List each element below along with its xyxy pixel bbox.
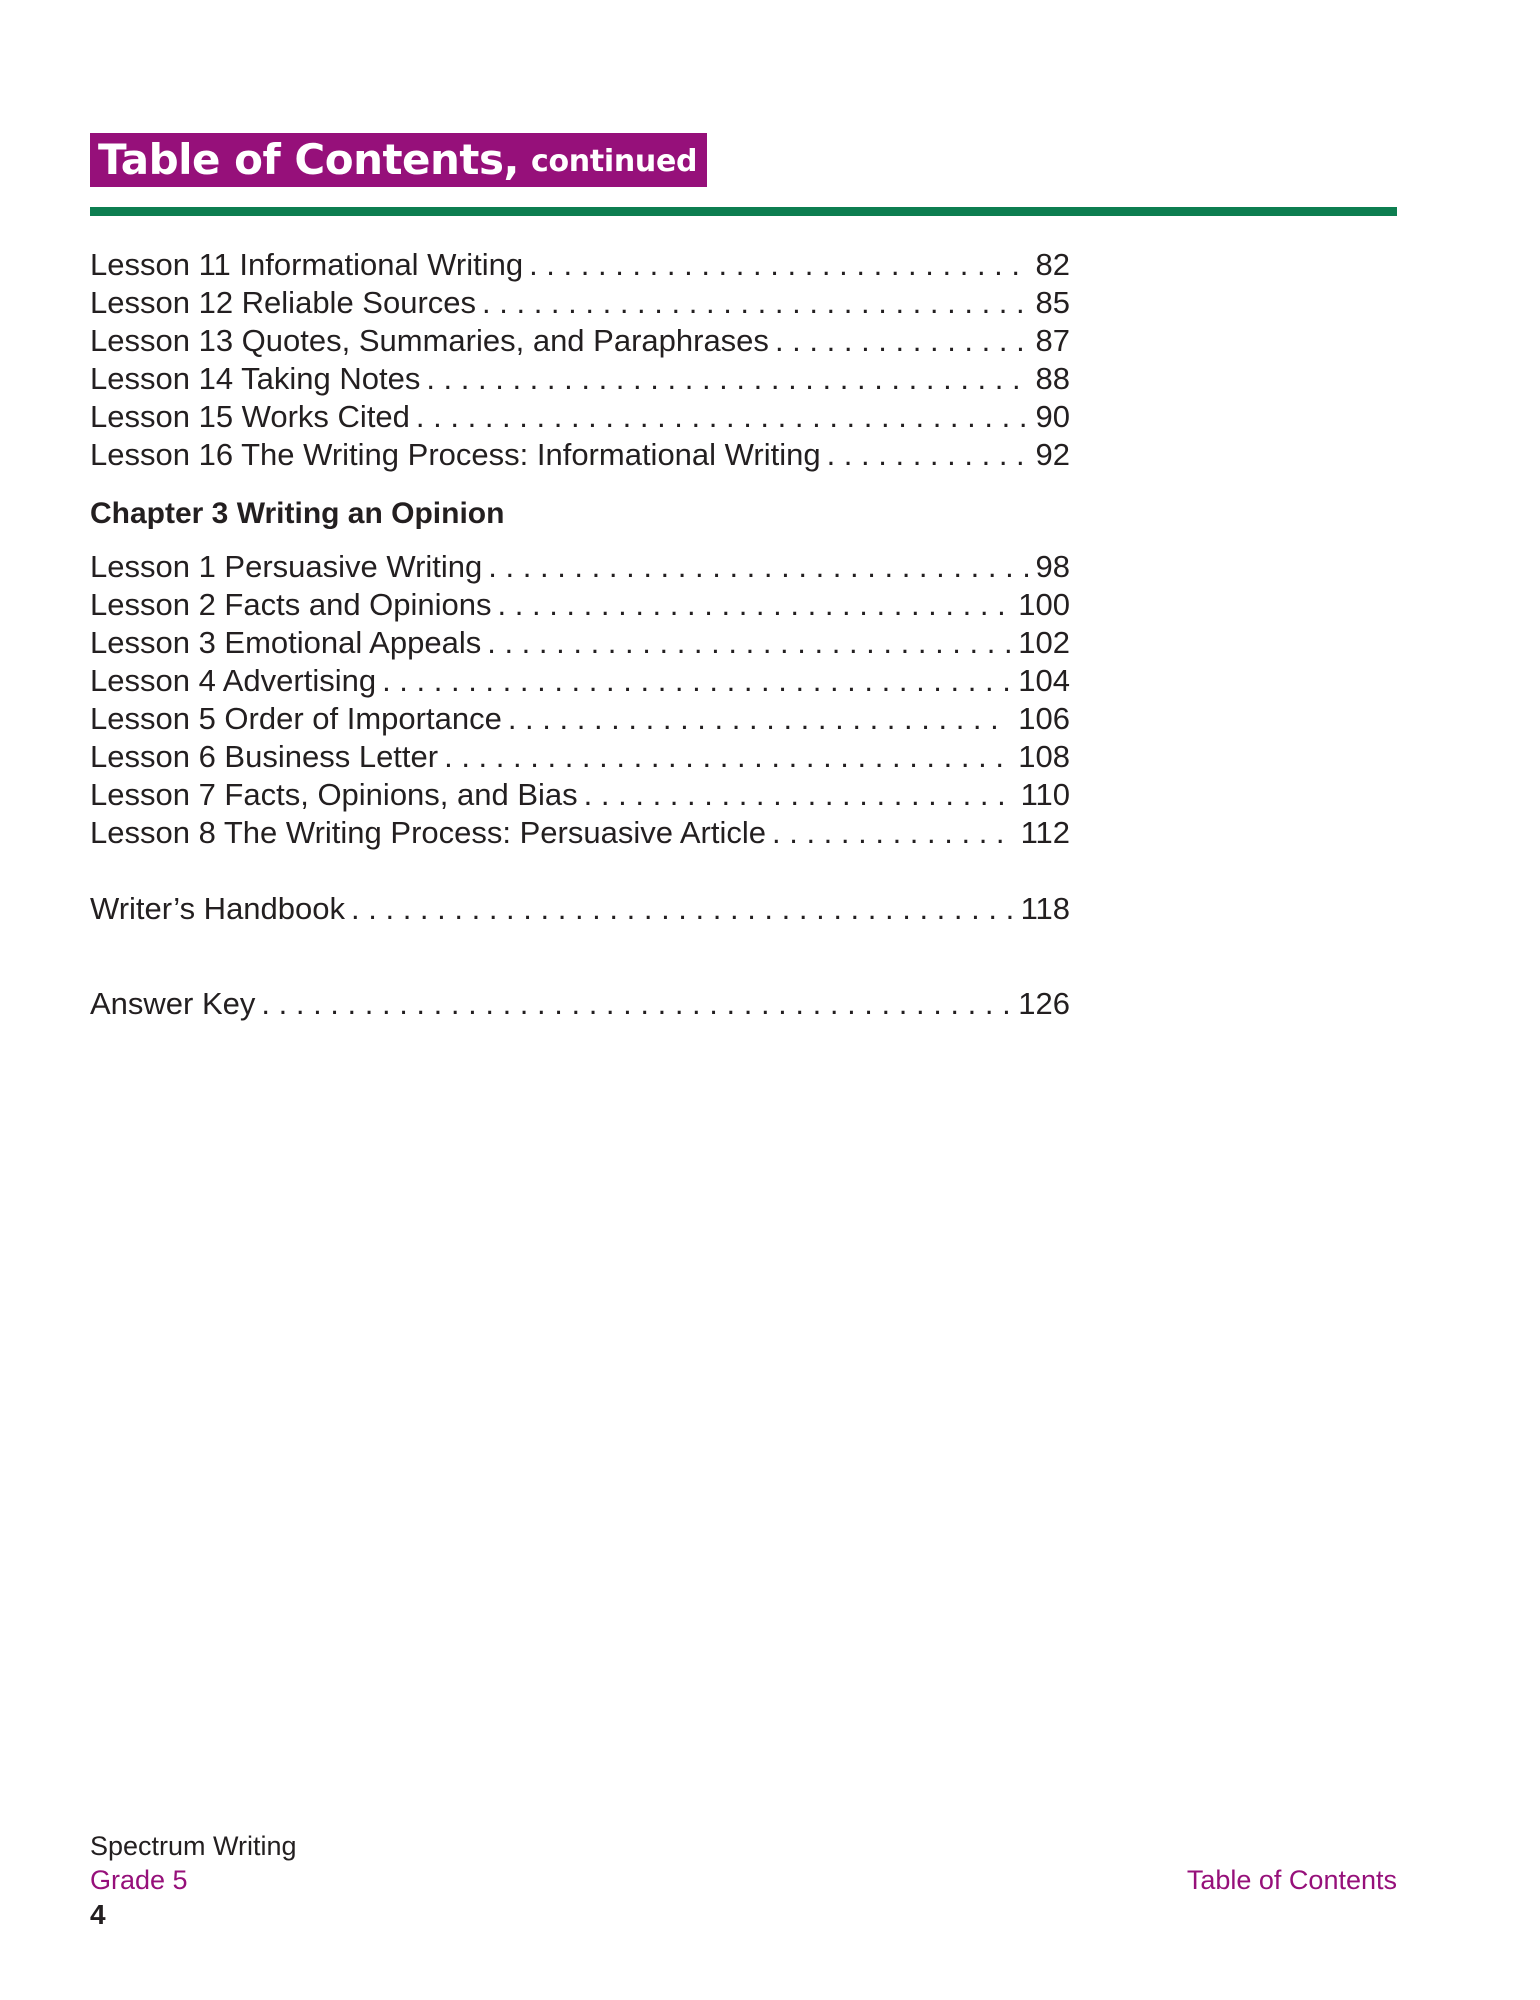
toc-entry[interactable] bbox=[90, 548, 1070, 586]
toc-entry-page: 92 bbox=[1035, 437, 1070, 472]
dot-leader bbox=[444, 738, 1010, 776]
toc-entry-page: 88 bbox=[1035, 361, 1070, 396]
toc-entry-page: 104 bbox=[1018, 663, 1070, 698]
toc-entry[interactable] bbox=[90, 284, 1070, 322]
toc-entry-label: Lesson 13 Quotes, Summaries, and Paraphrases bbox=[90, 323, 769, 358]
toc-entry-page: 87 bbox=[1035, 323, 1070, 358]
footer-book-title: Spectrum Writing bbox=[90, 1831, 297, 1861]
dot-leader bbox=[498, 586, 1011, 624]
dot-leader bbox=[482, 284, 1027, 322]
dot-leader bbox=[508, 700, 1010, 738]
title-suffix: continued bbox=[530, 144, 698, 179]
toc-entry-page: 108 bbox=[1018, 739, 1070, 774]
dot-leader bbox=[529, 246, 1027, 284]
toc-entry-page: 126 bbox=[1018, 986, 1070, 1021]
page-title bbox=[90, 133, 707, 187]
toc-entry[interactable] bbox=[90, 398, 1070, 436]
footer-grade: Grade 5 bbox=[90, 1865, 188, 1895]
toc-entry[interactable] bbox=[90, 814, 1070, 852]
toc-entry-label: Lesson 4 Advertising bbox=[90, 663, 377, 698]
toc-entry[interactable] bbox=[90, 436, 1070, 474]
toc-entry-page: 110 bbox=[1020, 777, 1070, 812]
toc-entry-page: 85 bbox=[1035, 285, 1070, 320]
toc-entry-label: Lesson 5 Order of Importance bbox=[90, 701, 502, 736]
footer-section-name: Table of Contents bbox=[1186, 1865, 1397, 1895]
toc-entry[interactable] bbox=[90, 624, 1070, 662]
dot-leader bbox=[827, 436, 1028, 474]
toc-entry-label: Lesson 16 The Writing Process: Informational Writing bbox=[90, 437, 821, 472]
toc-entry[interactable] bbox=[90, 662, 1070, 700]
dot-leader bbox=[584, 776, 1013, 814]
dot-leader bbox=[488, 548, 1027, 586]
toc-entry[interactable] bbox=[90, 738, 1070, 776]
toc-entry-page: 102 bbox=[1018, 625, 1070, 660]
dot-leader bbox=[775, 322, 1028, 360]
toc-entry-label: Lesson 8 The Writing Process: Persuasive Article bbox=[90, 815, 766, 850]
toc-entry-handbook[interactable] bbox=[90, 890, 1070, 928]
toc-entry-label: Writer’s Handbook bbox=[90, 891, 346, 926]
toc-entry-page: 98 bbox=[1035, 549, 1070, 584]
footer-page-number: 4 bbox=[90, 1899, 106, 1930]
chapter-heading: Chapter 3 Writing an Opinion bbox=[90, 497, 505, 530]
toc-entry-label: Lesson 11 Informational Writing bbox=[90, 247, 524, 282]
toc-entry-label: Answer Key bbox=[90, 986, 256, 1021]
toc-entry[interactable] bbox=[90, 776, 1070, 814]
toc-entry-label: Lesson 1 Persuasive Writing bbox=[90, 549, 483, 584]
dot-leader bbox=[382, 662, 1010, 700]
dot-leader bbox=[261, 985, 1010, 1023]
toc-entry-page: 106 bbox=[1018, 701, 1070, 736]
dot-leader bbox=[426, 360, 1027, 398]
toc-entry[interactable] bbox=[90, 322, 1070, 360]
dot-leader bbox=[772, 814, 1013, 852]
toc-entry[interactable] bbox=[90, 586, 1070, 624]
title-text: Table of Contents, bbox=[98, 135, 519, 184]
toc-entry[interactable] bbox=[90, 360, 1070, 398]
toc-entry-page: 82 bbox=[1035, 247, 1070, 282]
dot-leader bbox=[416, 398, 1028, 436]
toc-entry-label: Lesson 14 Taking Notes bbox=[90, 361, 421, 396]
toc-entry-page: 90 bbox=[1035, 399, 1070, 434]
toc-entry[interactable] bbox=[90, 246, 1070, 284]
header-divider bbox=[90, 207, 1397, 216]
dot-leader bbox=[351, 890, 1013, 928]
toc-entry-page: 112 bbox=[1020, 815, 1070, 850]
toc-entry-answer-key[interactable] bbox=[90, 985, 1070, 1023]
toc-entry-label: Lesson 12 Reliable Sources bbox=[90, 285, 477, 320]
toc-entry[interactable] bbox=[90, 700, 1070, 738]
toc-entry-page: 118 bbox=[1020, 891, 1070, 926]
toc-entry-label: Lesson 2 Facts and Opinions bbox=[90, 587, 492, 622]
toc-entry-label: Lesson 7 Facts, Opinions, and Bias bbox=[90, 777, 578, 812]
toc-entry-label: Lesson 15 Works Cited bbox=[90, 399, 410, 434]
toc-entry-page: 100 bbox=[1018, 587, 1070, 622]
toc-entry-label: Lesson 6 Business Letter bbox=[90, 739, 439, 774]
dot-leader bbox=[487, 624, 1010, 662]
toc-entry-label: Lesson 3 Emotional Appeals bbox=[90, 625, 482, 660]
